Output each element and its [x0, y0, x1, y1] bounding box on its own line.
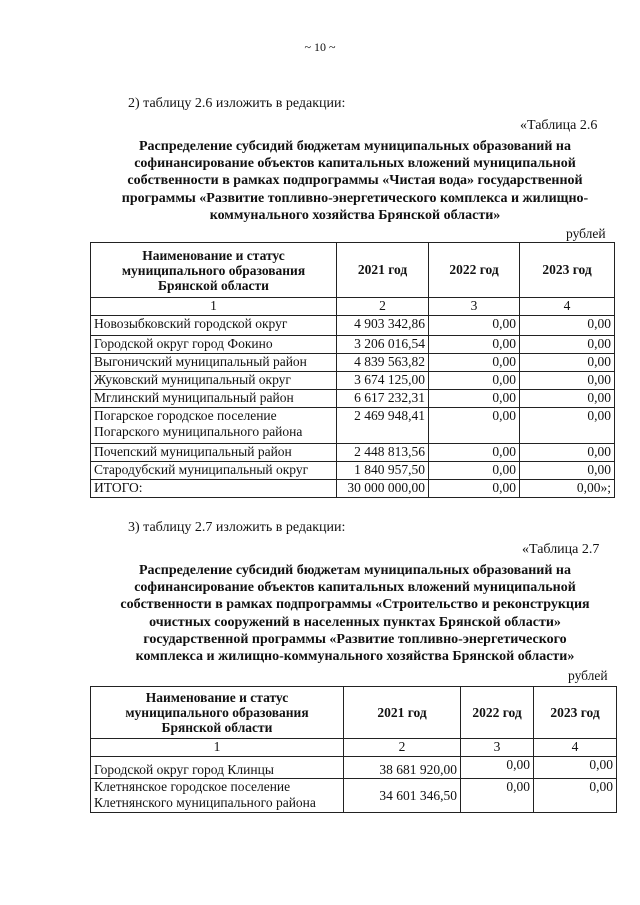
section3-intro: 3) таблицу 2.7 изложить в редакции: [128, 520, 346, 535]
total-2023: 0,00»; [520, 480, 615, 498]
column-header-2022: 2022 год [429, 243, 520, 298]
column-number: 3 [429, 298, 520, 316]
value-2023: 0,00 [520, 354, 615, 372]
column-number: 2 [337, 298, 429, 316]
table-header-row [91, 687, 617, 739]
value-2021: 1 840 957,50 [337, 462, 429, 480]
column-header-name: Наименование и статус муниципального образования Брянской области [91, 243, 337, 298]
value-2021: 3 206 016,54 [337, 336, 429, 354]
table-2-6 [90, 242, 615, 498]
value-2022: 0,00 [429, 336, 520, 354]
heading-line: Распределение субсидий бюджетам муниципальных образований на [139, 139, 571, 154]
value-2022: 0,00 [461, 757, 534, 779]
municipality-name: Городской округ город Фокино [91, 336, 337, 354]
table-row [91, 757, 617, 779]
column-number: 4 [534, 739, 617, 757]
column-header-2022: 2022 год [461, 687, 534, 739]
value-2023: 0,00 [520, 408, 615, 444]
value-2023: 0,00 [520, 390, 615, 408]
table-row [91, 444, 615, 462]
value-2022: 0,00 [429, 462, 520, 480]
table-2-7 [90, 686, 617, 813]
value-2023: 0,00 [534, 779, 617, 813]
value-2021: 38 681 920,00 [344, 757, 461, 779]
value-2021: 3 674 125,00 [337, 372, 429, 390]
value-2021: 2 469 948,41 [337, 408, 429, 444]
total-row [91, 480, 615, 498]
value-2021: 34 601 346,50 [344, 779, 461, 813]
heading-line: коммунального хозяйства Брянской области» [209, 207, 501, 223]
municipality-name: Выгоничский муниципальный район [91, 354, 337, 372]
value-2021: 4 839 563,82 [337, 354, 429, 372]
value-2022: 0,00 [429, 372, 520, 390]
heading-line: софинансирование объектов капитальных вложений муниципальной [134, 156, 576, 172]
municipality-name: Стародубский муниципальный округ [91, 462, 337, 480]
value-2023: 0,00 [520, 336, 615, 354]
table-header-row [91, 243, 615, 298]
total-2021: 30 000 000,00 [337, 480, 429, 498]
column-header-2021: 2021 год [344, 687, 461, 739]
municipality-name: Клетнянское городское поселение Клетнянского муниципального района [91, 779, 344, 813]
column-header-2023: 2023 год [520, 243, 615, 298]
municipality-name: Погарское городское поселение Погарского муниципального района [91, 408, 337, 444]
value-2021: 4 903 342,86 [337, 316, 429, 336]
table-2-6-heading [90, 138, 620, 224]
heading-line: очистных сооружений в населенных пунктах Брянской области» [149, 614, 561, 630]
municipality-name: Почепский муниципальный район [91, 444, 337, 462]
table-2-7-label: «Таблица 2.7 [522, 542, 600, 557]
municipality-name: Жуковский муниципальный округ [91, 372, 337, 390]
value-2022: 0,00 [429, 354, 520, 372]
table-row [91, 316, 615, 336]
value-2023: 0,00 [520, 372, 615, 390]
table-2-6-units: рублей [566, 226, 606, 241]
column-number-row [91, 739, 617, 757]
municipality-name: Новозыбковский городской округ [91, 316, 337, 336]
column-number: 4 [520, 298, 615, 316]
table-row [91, 408, 615, 444]
value-2023: 0,00 [520, 462, 615, 480]
value-2023: 0,00 [534, 757, 617, 779]
table-row [91, 354, 615, 372]
table-row [91, 390, 615, 408]
column-number: 2 [344, 739, 461, 757]
value-2022: 0,00 [461, 779, 534, 813]
value-2022: 0,00 [429, 444, 520, 462]
value-2021: 2 448 813,56 [337, 444, 429, 462]
column-header-name: Наименование и статус муниципального образования Брянской области [91, 687, 344, 739]
total-label: ИТОГО: [91, 480, 337, 498]
value-2023: 0,00 [520, 444, 615, 462]
heading-line: государственной программы «Развитие топливно-энергетического [143, 631, 567, 647]
column-number: 1 [91, 298, 337, 316]
table-row [91, 462, 615, 480]
municipality-name: Мглинский муниципальный район [91, 390, 337, 408]
column-header-2023: 2023 год [534, 687, 617, 739]
table-row [91, 779, 617, 813]
heading-line: комплекса и жилищно-коммунального хозяйства Брянской области» [135, 649, 575, 665]
heading-line: программы «Развитие топливно-энергетического комплекса и жилищно- [121, 190, 589, 206]
column-number: 1 [91, 739, 344, 757]
page-number: ~ 10 ~ [304, 40, 336, 54]
value-2022: 0,00 [429, 316, 520, 336]
heading-line: софинансирование объектов капитальных вложений муниципальной [134, 580, 576, 596]
table-2-7-units: рублей [568, 668, 608, 683]
heading-line: Распределение субсидий бюджетам муниципальных образований на [139, 563, 571, 578]
value-2022: 0,00 [429, 390, 520, 408]
heading-line: собственности в рамках подпрограммы «Строительство и реконструкция [120, 597, 590, 613]
value-2022: 0,00 [429, 408, 520, 444]
table-row [91, 336, 615, 354]
table-2-7-heading [90, 562, 620, 665]
municipality-name: Городской округ город Клинцы [91, 757, 344, 779]
value-2021: 6 617 232,31 [337, 390, 429, 408]
value-2023: 0,00 [520, 316, 615, 336]
total-2022: 0,00 [429, 480, 520, 498]
section2-intro: 2) таблицу 2.6 изложить в редакции: [128, 96, 346, 111]
table-row [91, 372, 615, 390]
table-2-6-label: «Таблица 2.6 [520, 118, 598, 133]
heading-line: собственности в рамках подпрограммы «Чистая вода» государственной [127, 173, 583, 189]
column-number-row [91, 298, 615, 316]
column-header-2021: 2021 год [337, 243, 429, 298]
column-number: 3 [461, 739, 534, 757]
